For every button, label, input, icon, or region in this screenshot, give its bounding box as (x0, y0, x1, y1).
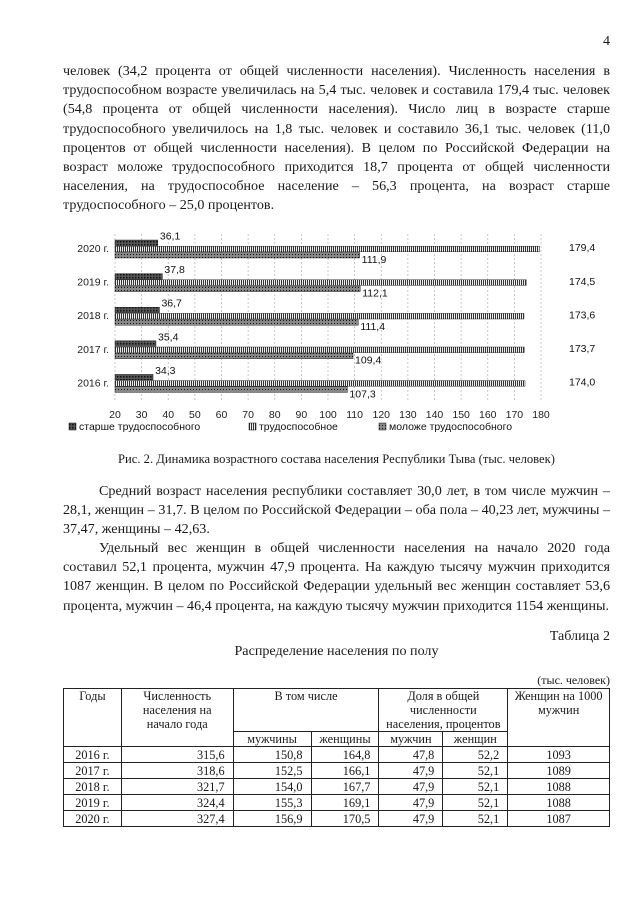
table-label: Таблица 2 (549, 628, 610, 644)
cell-men-share: 47,9 (379, 779, 443, 795)
table-row (64, 795, 610, 811)
cell-men: 155,3 (233, 795, 311, 811)
bar-working (115, 246, 539, 252)
x-tick-label: 140 (425, 409, 444, 421)
x-tick-label: 160 (478, 409, 497, 421)
x-tick-label: 110 (346, 409, 363, 421)
cell-women-per-1000: 1088 (508, 795, 610, 811)
cell-year: 2020 г. (64, 811, 122, 827)
table-row (64, 763, 610, 779)
cell-men: 150,8 (233, 747, 311, 763)
y-category-label: 2017 г. (77, 343, 109, 356)
cell-women: 169,1 (311, 795, 379, 811)
bar-older (115, 307, 159, 313)
age-structure-chart (63, 226, 608, 444)
legend-label-younger: моложе трудоспособного (389, 421, 513, 433)
x-tick-label: 50 (189, 409, 201, 421)
data-label-younger: 112,1 (362, 287, 388, 300)
legend-label-working: трудоспособное (259, 421, 338, 433)
header-men-share: мужчин (379, 732, 443, 747)
paragraph-average-age: Средний возраст населения республики составляет 30,0 лет, в том числе мужчин – 28,1, женщин – 31,7. В целом по Российской Федерации – оба пола – 40,23 лет, мужчины – 37,47, женщины – 42,63. (63, 483, 610, 538)
header-including: В том числе (233, 689, 379, 732)
header-year: Годы (64, 689, 122, 747)
bar-younger (115, 387, 347, 393)
x-tick-label: 80 (268, 409, 281, 421)
cell-total: 318,6 (121, 763, 233, 779)
y-category-label: 2018 г. (77, 310, 109, 323)
header-women-share: женщин (443, 732, 508, 747)
legend-swatch-older (69, 423, 76, 430)
data-label-working: 173,6 (569, 309, 596, 322)
table-header-row (64, 689, 610, 732)
x-tick-label: 180 (532, 409, 550, 421)
bar-younger (115, 353, 353, 359)
table-title: Распределение населения по полу (234, 643, 439, 659)
data-label-working: 174,0 (569, 376, 596, 389)
cell-women-per-1000: 1089 (508, 763, 610, 779)
table-units: (тыс. человек) (537, 673, 610, 687)
data-label-younger: 111,4 (360, 321, 386, 334)
cell-year: 2018 г. (64, 779, 122, 795)
cell-women-per-1000: 1093 (508, 747, 610, 763)
cell-year: 2016 г. (64, 747, 122, 763)
cell-year: 2017 г. (64, 763, 122, 779)
data-label-older: 36,7 (161, 297, 182, 310)
data-label-working: 179,4 (569, 242, 596, 255)
population-by-sex-table (63, 688, 610, 827)
cell-women-per-1000: 1088 (508, 779, 610, 795)
header-women: женщины (311, 732, 379, 747)
header-share: Доля в общей численности населения, процентов (379, 689, 508, 732)
cell-women-share: 52,1 (443, 763, 508, 779)
cell-total: 315,6 (121, 747, 233, 763)
x-tick-label: 150 (452, 409, 470, 421)
header-total: Численность населения на начало года (121, 689, 233, 747)
cell-women-share: 52,2 (443, 747, 508, 763)
cell-men-share: 47,9 (379, 811, 443, 827)
data-label-working: 174,5 (569, 275, 596, 288)
cell-men-share: 47,9 (379, 795, 443, 811)
paragraph-age-structure: человек (34,2 процента от общей численности населения). Численность населения в трудоспособном возрасте увеличилась на 5,4 тыс. человек и составила 179,4 тыс. человек (54,8 процента от общей численности населения). Число лиц в возрасте старше трудоспособного увеличилось на 1,8 тыс. человек и составило 36,1 тыс. человек (11,0 процентов от общей численности населения). В целом по Российской Федерации на возраст моложе трудоспособного приходится 18,7 процента от общей численности населения, на трудоспособное население – 56,3 процента, на возраст старше трудоспособного – 25,0 процентов. (63, 63, 610, 214)
x-tick-label: 120 (372, 409, 391, 421)
table-row (64, 747, 610, 763)
cell-men: 156,9 (233, 811, 311, 827)
data-label-younger: 107,3 (349, 388, 376, 401)
bar-older (115, 374, 153, 380)
cell-total: 327,4 (121, 811, 233, 827)
y-category-label: 2019 г. (77, 276, 109, 289)
x-tick-label: 90 (295, 409, 308, 421)
data-label-older: 34,3 (155, 364, 176, 377)
cell-women-share: 52,1 (443, 795, 508, 811)
data-label-older: 36,1 (159, 230, 181, 243)
data-label-older: 37,8 (164, 264, 185, 277)
x-tick-label: 100 (319, 409, 337, 421)
figure-caption: Рис. 2. Динамика возрастного состава населения Республики Тыва (тыс. человек) (118, 452, 555, 466)
bar-younger (115, 252, 360, 258)
x-tick-label: 70 (242, 409, 254, 421)
legend-label-older: старше трудоспособного (79, 421, 201, 433)
page-number: 4 (603, 34, 610, 49)
bar-older (115, 274, 162, 280)
bar-younger (115, 286, 360, 292)
bar-older (115, 341, 156, 347)
y-category-label: 2016 г. (77, 377, 109, 390)
cell-women: 170,5 (311, 811, 379, 827)
x-tick-label: 40 (162, 409, 175, 421)
cell-women-share: 52,1 (443, 811, 508, 827)
bar-working (115, 381, 525, 387)
header-men: мужчины (233, 732, 311, 747)
x-tick-label: 20 (109, 409, 121, 421)
cell-total: 324,4 (121, 795, 233, 811)
data-label-younger: 109,4 (355, 354, 382, 367)
y-category-label: 2020 г. (77, 243, 109, 255)
table-row (64, 779, 610, 795)
x-tick-label: 30 (135, 409, 148, 421)
table-row (64, 811, 610, 827)
cell-year: 2019 г. (64, 795, 122, 811)
data-label-older: 35,4 (158, 331, 179, 344)
bar-working (115, 347, 524, 353)
chart-bars (115, 240, 539, 392)
cell-men: 152,5 (233, 763, 311, 779)
x-tick-label: 170 (505, 409, 524, 421)
x-tick-label: 130 (399, 409, 417, 421)
chart-legend (69, 421, 512, 433)
x-tick-label: 60 (215, 409, 228, 421)
bar-working (115, 313, 524, 319)
legend-swatch-working (249, 423, 256, 430)
data-label-younger: 111,9 (361, 253, 387, 266)
chart-svg (63, 226, 608, 444)
paragraph-gender-share: Удельный вес женщин в общей численности населения на начало 2020 года составил 52,1 процента, мужчин 47,9 процента. На каждую тысячу мужчин приходится 1087 женщин. В целом по Российской Федерации удельный вес женщин составляет 53,6 процента, мужчин – 46,4 процента, на каждую тысячу мужчин приходится 1154 женщины. (63, 540, 610, 614)
cell-men: 154,0 (233, 779, 311, 795)
header-women-per-1000: Женщин на 1000 мужчин (508, 689, 610, 747)
cell-total: 321,7 (121, 779, 233, 795)
cell-women-per-1000: 1087 (508, 811, 610, 827)
bar-older (115, 240, 158, 246)
cell-women: 164,8 (311, 747, 379, 763)
cell-men-share: 47,9 (379, 763, 443, 779)
cell-women-share: 52,1 (443, 779, 508, 795)
cell-women: 166,1 (311, 763, 379, 779)
bar-working (115, 280, 526, 286)
cell-women: 167,7 (311, 779, 379, 795)
data-label-working: 173,7 (569, 343, 596, 355)
legend-swatch-younger (379, 423, 386, 430)
cell-men-share: 47,8 (379, 747, 443, 763)
bar-younger (115, 320, 358, 326)
